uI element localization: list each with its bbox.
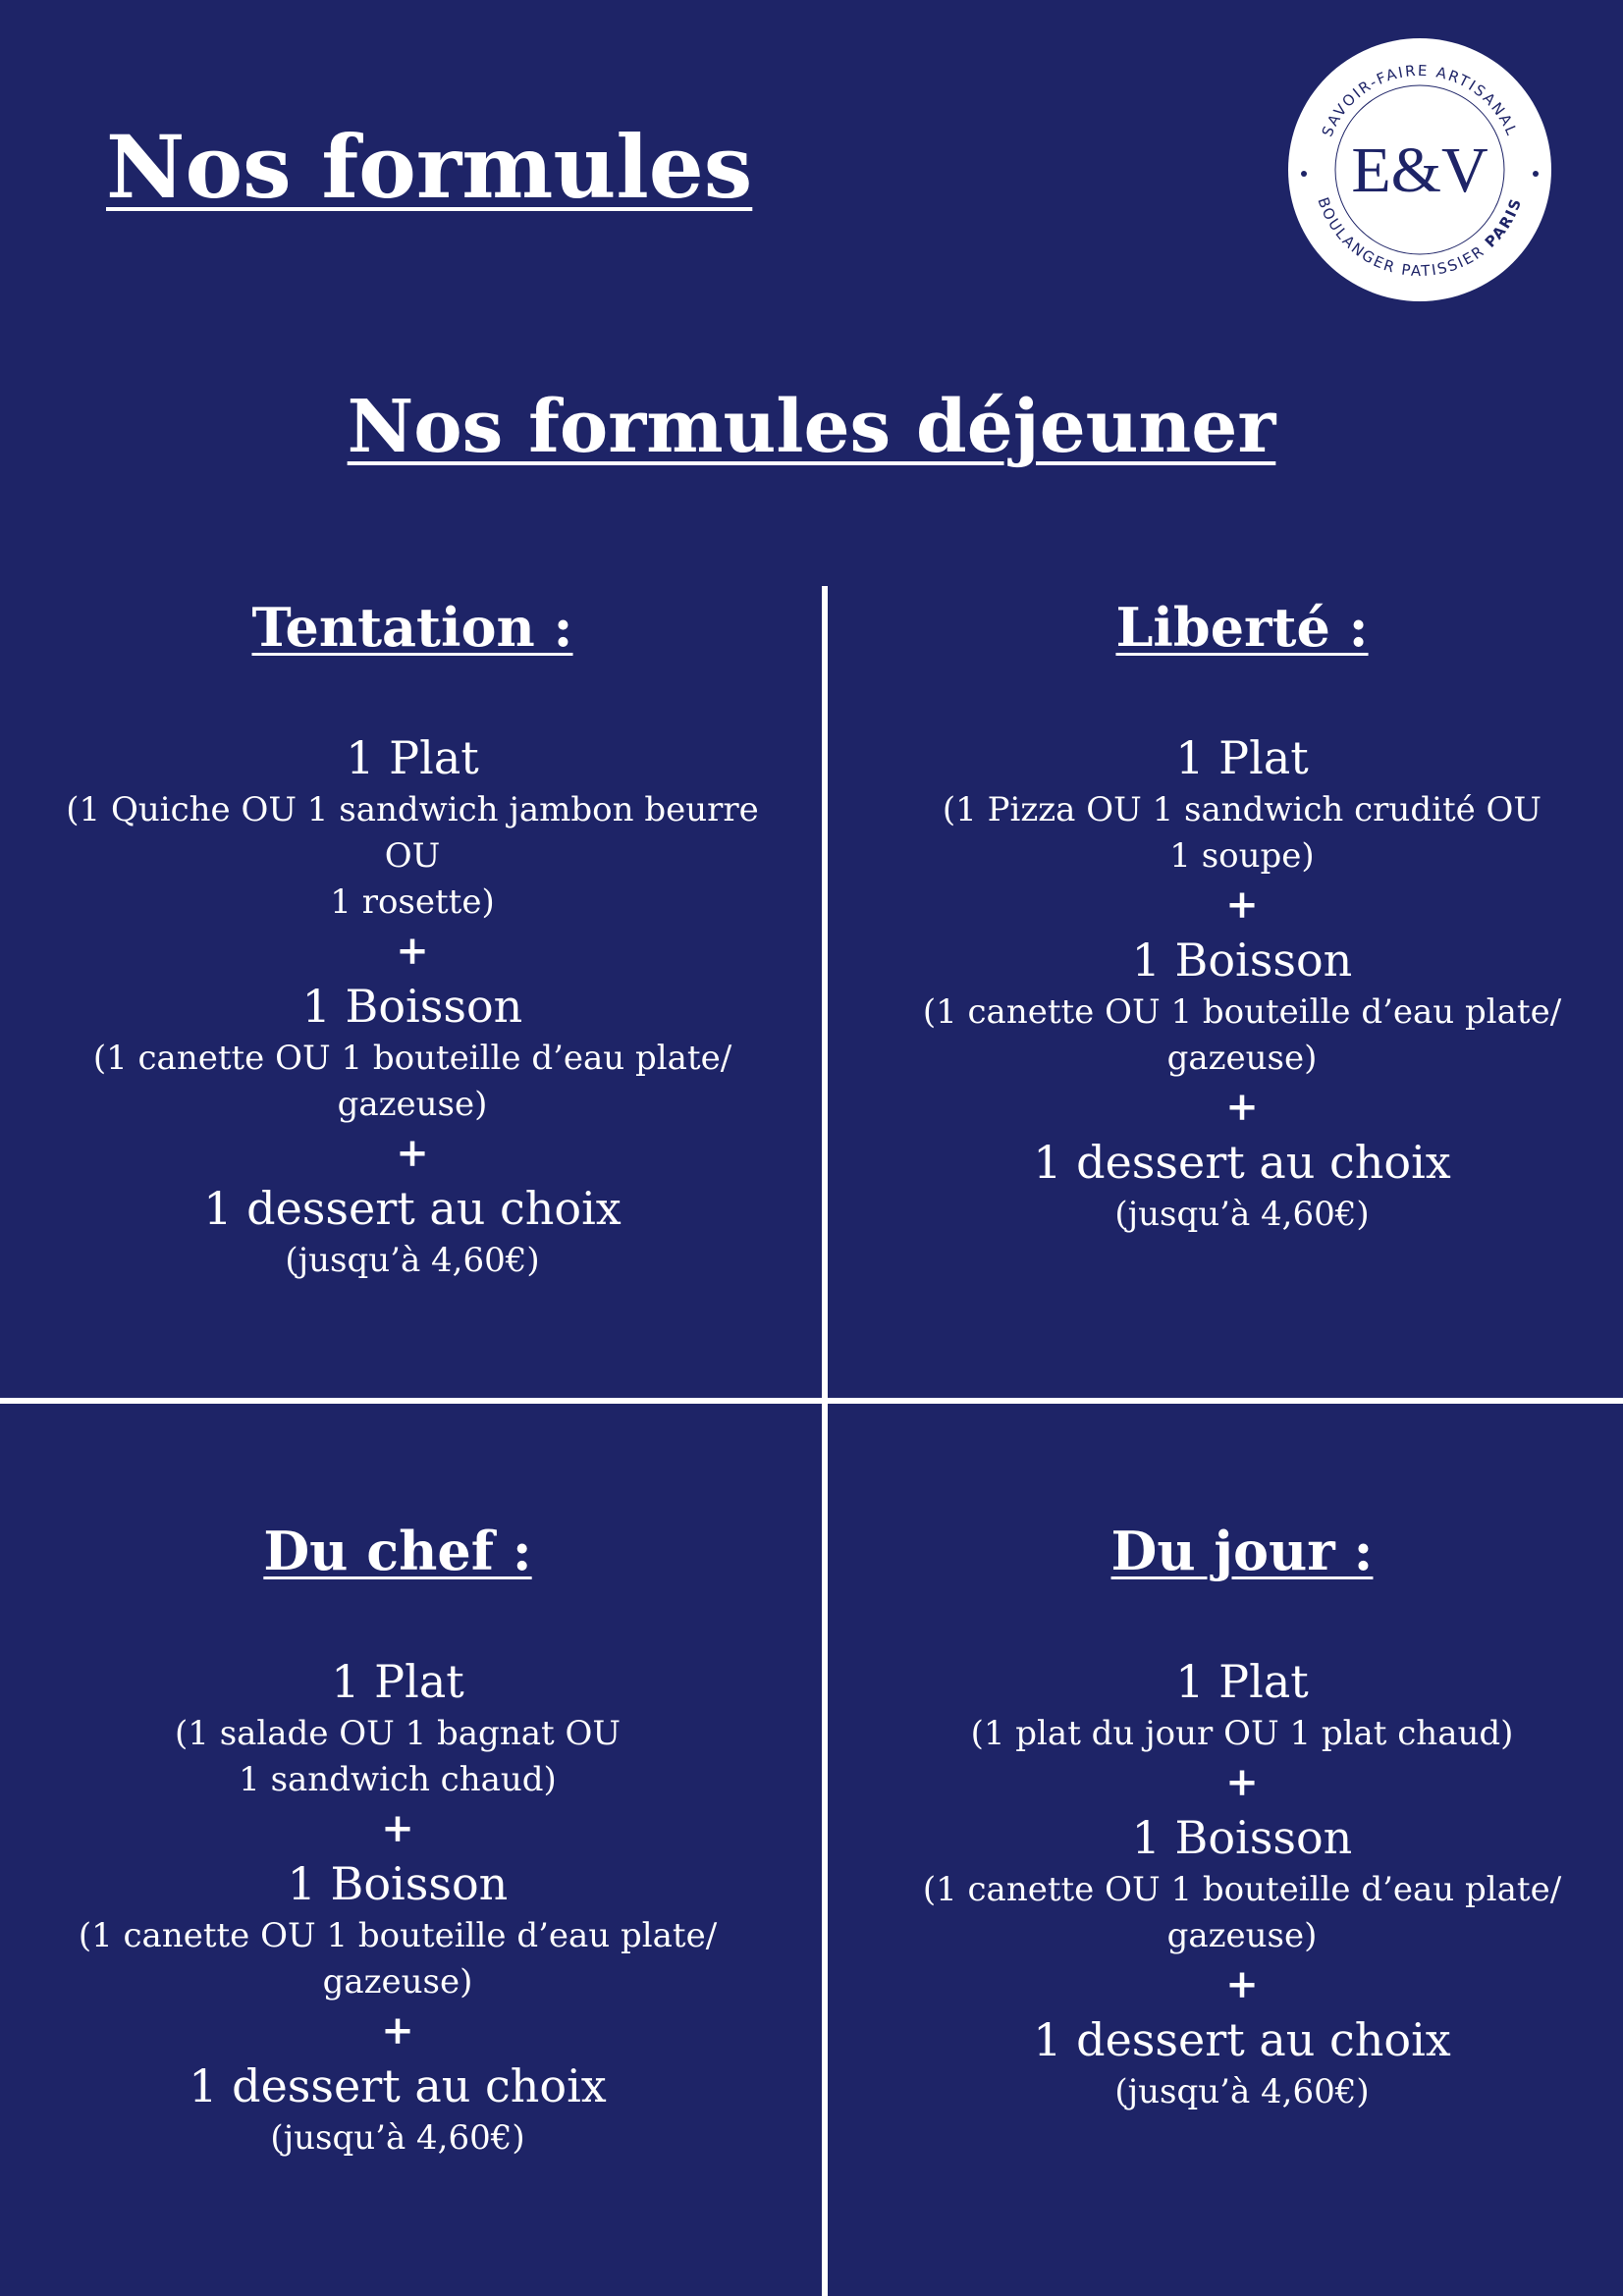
horizontal-divider (0, 1398, 1623, 1404)
formula-card (849, 1517, 1623, 2115)
plat-detail: (1 plat du jour OU 1 plat chaud) (970, 1714, 1514, 1753)
boisson-detail: (1 canette OU 1 bouteille d’eau plate/ gazeuse) (92, 1039, 732, 1124)
formula-name: Liberté : (1115, 596, 1369, 659)
dessert-label: 1 dessert au choix (203, 1182, 622, 1235)
plus-sign: + (381, 2007, 414, 2054)
plus-sign: + (1225, 881, 1259, 928)
dessert-detail: (jusqu’à 4,60€) (1114, 2072, 1370, 2111)
svg-text:BOULANGER PATISSIER PARIS: BOULANGER PATISSIER PARIS (1314, 194, 1526, 281)
plus-sign: + (381, 1805, 414, 1851)
formula-name: Du chef : (263, 1520, 532, 1582)
formula-card (849, 593, 1623, 1238)
plus-sign: + (396, 928, 429, 974)
formula-name: Tentation : (251, 596, 573, 659)
plus-sign: + (1225, 1961, 1259, 2007)
plat-detail: (1 Pizza OU 1 sandwich crudité OU 1 soupe) (942, 790, 1542, 876)
boisson-label: 1 Boisson (1131, 934, 1353, 987)
plat-label: 1 Plat (346, 731, 479, 784)
formula-card (5, 1517, 790, 2162)
boisson-label: 1 Boisson (287, 1857, 509, 1910)
logo-monogram: E&V (1351, 134, 1488, 206)
plat-detail: (1 Quiche OU 1 sandwich jambon beurre OU 1 rosette) (66, 790, 759, 922)
plat-label: 1 Plat (331, 1655, 464, 1708)
dessert-detail: (jusqu’à 4,60€) (285, 1241, 540, 1280)
plat-label: 1 Plat (1175, 1655, 1309, 1708)
plus-sign: + (396, 1130, 429, 1176)
boisson-label: 1 Boisson (301, 980, 523, 1033)
dessert-label: 1 dessert au choix (189, 2059, 607, 2112)
bakery-logo (1286, 36, 1553, 303)
formula-name: Du jour : (1110, 1520, 1374, 1582)
page-title: Nos formules (106, 116, 753, 218)
svg-text:SAVOIR-FAIRE ARTISANAL: SAVOIR-FAIRE ARTISANAL (1318, 61, 1522, 139)
dessert-label: 1 dessert au choix (1033, 1136, 1451, 1189)
plat-label: 1 Plat (1175, 731, 1309, 784)
boisson-detail: (1 canette OU 1 bouteille d’eau plate/ gazeuse) (922, 1870, 1562, 1955)
dessert-detail: (jusqu’à 4,60€) (270, 2118, 525, 2158)
plus-sign: + (1225, 1759, 1259, 1805)
boisson-detail: (1 canette OU 1 bouteille d’eau plate/ gazeuse) (922, 992, 1562, 1078)
plat-detail: (1 salade OU 1 bagnat OU 1 sandwich chaud) (174, 1714, 621, 1799)
dessert-label: 1 dessert au choix (1033, 2013, 1451, 2066)
vertical-divider (822, 586, 828, 2296)
formula-card (20, 593, 805, 1284)
plus-sign: + (1225, 1084, 1259, 1130)
boisson-label: 1 Boisson (1131, 1811, 1353, 1864)
section-title: Nos formules déjeuner (347, 385, 1276, 469)
boisson-detail: (1 canette OU 1 bouteille d’eau plate/ gazeuse) (78, 1916, 718, 2002)
dessert-detail: (jusqu’à 4,60€) (1114, 1195, 1370, 1234)
